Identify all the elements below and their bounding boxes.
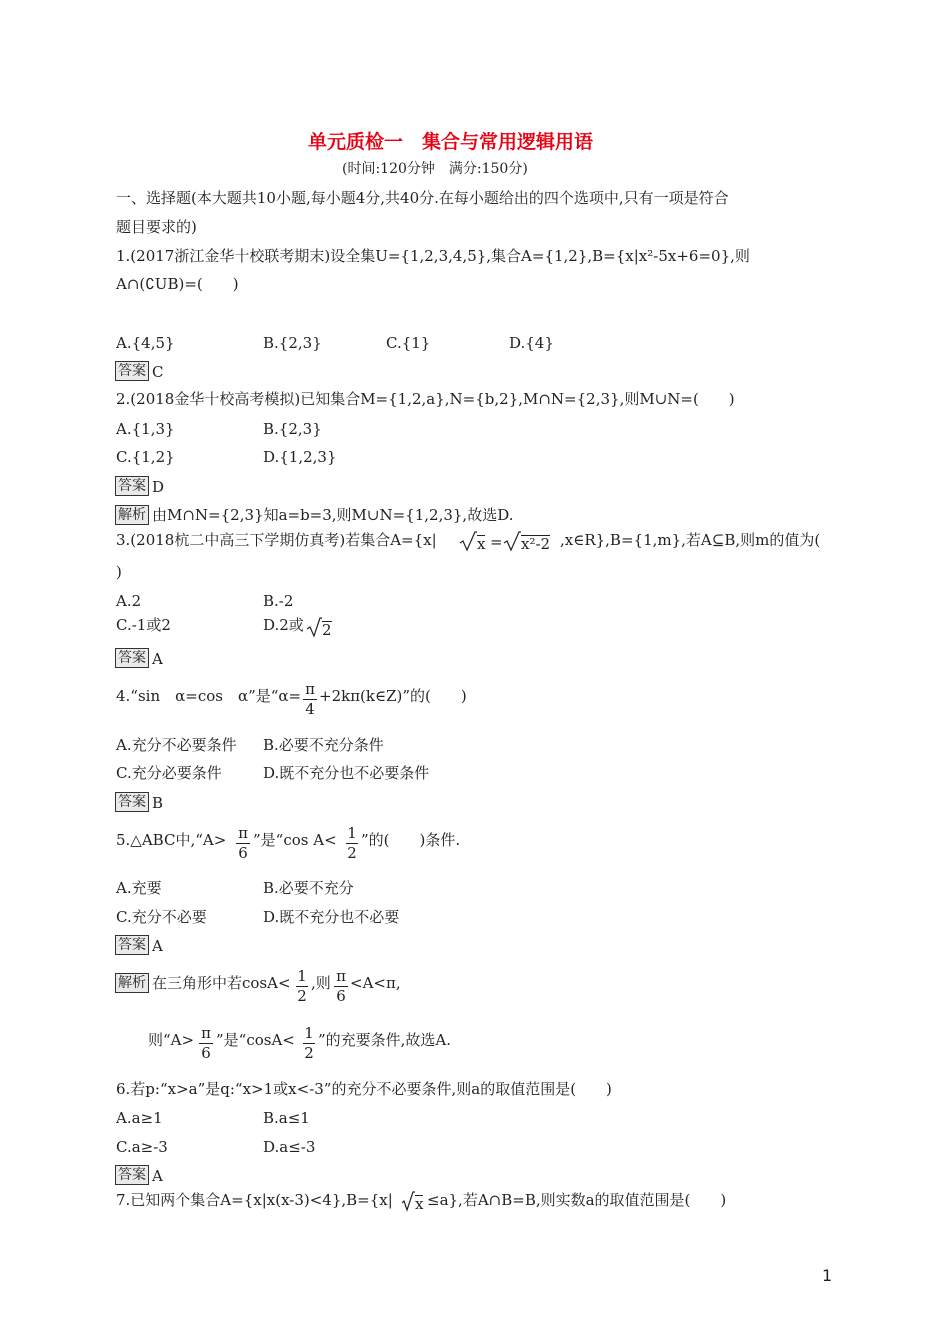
fraction-denominator: 6 <box>336 987 346 1005</box>
q2-answer: D <box>152 478 165 496</box>
q3-option-c: C.-1或2 <box>116 616 171 634</box>
q3-answer: A <box>152 650 163 668</box>
q7-stem-part2: ≤a},若A∩B=B,则实数a的取值范围是( ) <box>427 1191 727 1209</box>
answer-label: 答案 <box>115 792 149 812</box>
sqrt-sign <box>401 1190 415 1212</box>
q3-equals: = <box>490 533 503 551</box>
section-instructions-line2: 题目要求的) <box>116 218 197 236</box>
fraction <box>236 826 250 861</box>
q5-analysis-line2-part1: 则“A> <box>148 1031 195 1049</box>
fraction <box>303 682 317 717</box>
q5-answer: A <box>152 937 163 955</box>
fraction-numerator: π <box>238 824 248 842</box>
q6-option-a: A.a≥1 <box>116 1109 163 1127</box>
page-subtitle: (时间:120分钟 满分:150分) <box>342 161 528 177</box>
q1-option-a: A.{4,5} <box>116 334 175 352</box>
fraction-numerator: π <box>201 1024 211 1042</box>
q1-option-d: D.{4} <box>509 334 554 352</box>
answer-label: 答案 <box>115 935 149 955</box>
q2-option-a: A.{1,3} <box>116 420 175 438</box>
q4-stem-part2: +2kπ(k∈Z)”的( ) <box>319 687 467 705</box>
q4-answer: B <box>152 794 164 812</box>
q1-stem-line1: 1.(2017浙江金华十校联考期末)设全集U={1,2,3,4,5},集合A={1,2},B={x|x²-5x+6=0},则 <box>116 247 750 265</box>
sqrt-sign <box>306 616 322 638</box>
q6-option-c: C.a≥-3 <box>116 1138 168 1156</box>
q2-option-c: C.{1,2} <box>116 448 175 466</box>
analysis-label: 解析 <box>115 505 149 525</box>
q3-option-b: B.-2 <box>263 592 294 610</box>
fraction <box>346 826 358 861</box>
fraction <box>199 1026 213 1061</box>
q5-analysis-part2: ,则 <box>311 974 331 992</box>
q5-option-c: C.充分不必要 <box>116 908 207 926</box>
fraction-denominator: 6 <box>201 1044 211 1062</box>
q1-option-c: C.{1} <box>386 334 431 352</box>
answer-label: 答案 <box>115 648 149 668</box>
q7-sqrt-x: x <box>415 1195 424 1213</box>
q5-analysis-part3: <A<π, <box>350 974 401 992</box>
q3-option-d-sqrt: 2 <box>322 621 332 639</box>
q3-stem-part1: 3.(2018杭二中高三下学期仿真考)若集合A={x| <box>116 531 437 549</box>
section-instructions-line1: 一、选择题(本大题共10小题,每小题4分,共40分.在每小题给出的四个选项中,只有一项是符合 <box>116 189 729 207</box>
q3-option-d: D.2或 <box>263 616 304 634</box>
q4-option-c: C.充分必要条件 <box>116 764 222 782</box>
page-title: 单元质检一 集合与常用逻辑用语 <box>308 131 594 153</box>
fraction-denominator: 6 <box>238 844 248 862</box>
fraction-numerator: π <box>305 680 315 698</box>
fraction-numerator: 1 <box>304 1024 314 1042</box>
q1-option-b: B.{2,3} <box>263 334 322 352</box>
q2-stem: 2.(2018金华十校高考模拟)已知集合M={1,2,a},N={b,2},M∩N={2,3},则M∪N=( ) <box>116 390 735 408</box>
answer-label: 答案 <box>115 1165 149 1185</box>
q3-option-a: A.2 <box>116 592 142 610</box>
q5-stem-part2: ”是“cos A< <box>253 831 337 849</box>
q3-sqrt-x: x <box>477 535 486 553</box>
analysis-label: 解析 <box>115 973 149 993</box>
q6-option-d: D.a≤-3 <box>263 1138 316 1156</box>
fraction-denominator: 2 <box>347 844 357 862</box>
fraction-denominator: 2 <box>297 987 307 1005</box>
fraction-denominator: 2 <box>304 1044 314 1062</box>
page-number: 1 <box>822 1266 833 1285</box>
q5-analysis-part1: 在三角形中若cosA< <box>152 974 291 992</box>
sqrt-sign <box>459 530 477 552</box>
fraction-numerator: π <box>336 967 346 985</box>
q2-option-d: D.{1,2,3} <box>263 448 337 466</box>
q3-stem-line2: ) <box>116 563 122 581</box>
fraction <box>303 1026 315 1061</box>
fraction-numerator: 1 <box>347 824 357 842</box>
q2-option-b: B.{2,3} <box>263 420 322 438</box>
q1-stem-line2: A∩(∁UB)=( ) <box>116 275 239 293</box>
fraction-denominator: 4 <box>305 700 315 718</box>
q5-option-d: D.既不充分也不必要 <box>263 908 400 926</box>
q5-stem-part3: ”的( )条件. <box>361 831 461 849</box>
answer-label: 答案 <box>115 476 149 496</box>
answer-label: 答案 <box>115 361 149 381</box>
q4-option-b: B.必要不充分条件 <box>263 736 384 754</box>
q5-analysis-line2-part2: ”是“cosA< <box>216 1031 295 1049</box>
q4-option-d: D.既不充分也不必要条件 <box>263 764 430 782</box>
q4-stem-part1: 4.“sin α=cos α”是“α= <box>116 687 302 705</box>
q5-analysis-line2-part3: ”的充要条件,故选A. <box>318 1031 452 1049</box>
q5-option-a: A.充要 <box>116 879 162 897</box>
q3-sqrt-expr: x²-2 <box>521 535 551 553</box>
q1-answer: C <box>152 363 164 381</box>
q6-option-b: B.a≤1 <box>263 1109 310 1127</box>
q5-stem-part1: 5.△ABC中,“A> <box>116 831 227 849</box>
q3-stem-part2: ,x∈R},B={1,m},若A⊆B,则m的值为( <box>560 531 821 549</box>
q4-option-a: A.充分不必要条件 <box>116 736 237 754</box>
fraction-numerator: 1 <box>297 967 307 985</box>
q6-stem: 6.若p:“x>a”是q:“x>1或x<-3”的充分不必要条件,则a的取值范围是( ) <box>116 1080 612 1098</box>
fraction <box>296 969 308 1004</box>
q6-answer: A <box>152 1167 163 1185</box>
sqrt-sign <box>503 530 521 552</box>
q7-stem-part1: 7.已知两个集合A={x|x(x-3)<4},B={x| <box>116 1191 393 1209</box>
fraction <box>334 969 348 1004</box>
q2-analysis: 由M∩N={2,3}知a=b=3,则M∪N={1,2,3},故选D. <box>152 506 514 524</box>
q5-option-b: B.必要不充分 <box>263 879 354 897</box>
